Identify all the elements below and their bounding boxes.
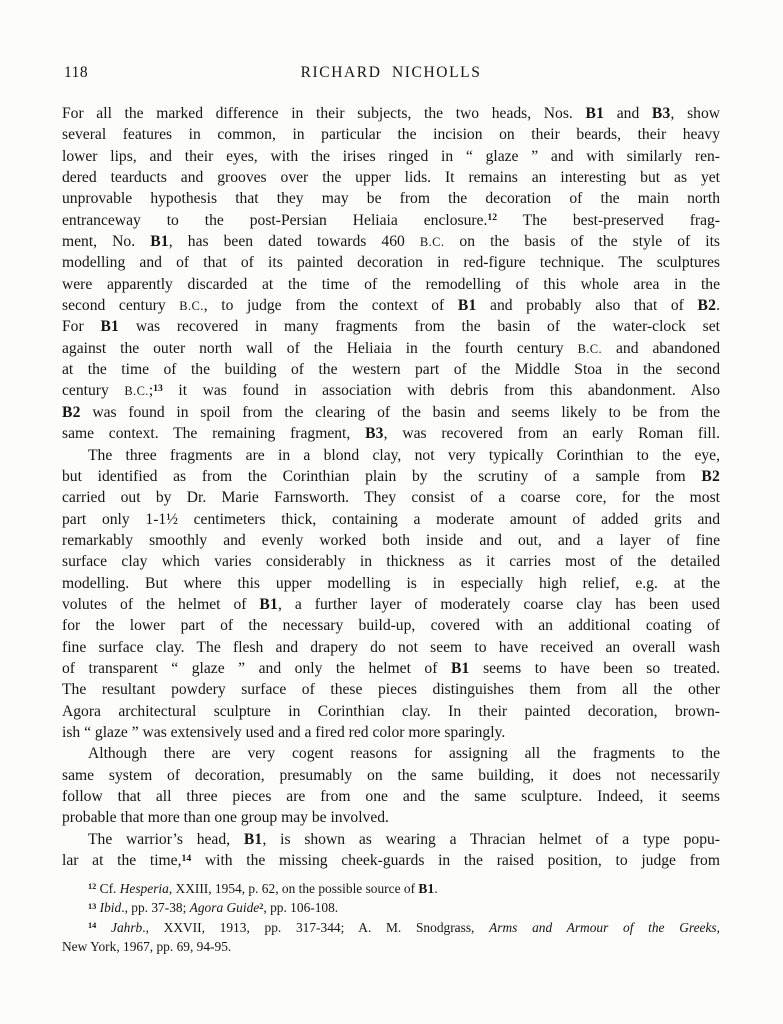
text-line — [62, 103, 720, 124]
text-line — [62, 380, 720, 401]
superscript: 13 — [88, 901, 97, 911]
text-run: ish “ glaze ” was extensively used and a fired red color more sparingly. — [62, 723, 506, 741]
bold-text: B1 — [243, 830, 263, 848]
text-run: New York, 1967, pp. 69, 94-95. — [62, 939, 232, 955]
text-line — [62, 167, 720, 188]
text-line — [62, 573, 720, 594]
italic-text: Ibid — [99, 900, 122, 916]
text-line — [62, 786, 720, 807]
text-line — [62, 252, 720, 273]
text-run: same context. The remaining fragment, — [62, 425, 366, 443]
text-run: The best-preserved frag- — [497, 211, 720, 229]
text-run: same system of decoration, presumably on the same building, it does not necessarily — [62, 766, 720, 784]
text-run: with the missing cheek-guards in the raised position, to judge from — [191, 852, 720, 870]
text-line — [62, 445, 720, 466]
text-line — [62, 551, 720, 572]
superscript: 14 — [88, 921, 97, 931]
text-run: and probably also that of — [476, 297, 698, 315]
text-line — [62, 274, 720, 295]
text-line — [62, 701, 720, 722]
text-run: Although there are very cogent reasons for assigning all the fragments to the — [88, 745, 720, 763]
small-caps-text: B.C. — [419, 235, 445, 250]
text-run: unprovable hypothesis that they may be from the decoration of the main north — [62, 190, 720, 208]
text-run: lower lips, and their eyes, with the irises ringed in “ glaze ” and with similarly ren- — [62, 147, 720, 165]
text-run: The three fragments are in a blond clay, not very typically Corinthian to the eye, — [88, 446, 720, 464]
text-line — [62, 615, 720, 636]
text-line — [62, 829, 720, 850]
text-run: at the time of the building of the western part of the Middle Stoa in the second — [62, 361, 720, 379]
text-line — [62, 594, 720, 615]
text-run: modelling. But where this upper modelling is in especially high relief, e.g. at the — [62, 574, 720, 592]
text-line — [62, 210, 720, 231]
text-line — [62, 509, 720, 530]
text-run: ment, No. — [62, 233, 151, 251]
small-caps-text: B.C. — [179, 299, 204, 314]
text-run: ., XXVII, 1913, pp. 317-344; A. M. Snodgrass, — [142, 919, 490, 935]
bold-text: B2 — [701, 467, 720, 485]
bold-text: B1 — [450, 659, 470, 677]
text-run: , was recovered from an early Roman fill. — [383, 425, 720, 443]
text-run: seems to have been so treated. — [469, 659, 720, 677]
bold-text: B2 — [62, 403, 81, 421]
text-run: The resultant powdery surface of these pieces distinguishes them from all the other — [62, 681, 720, 699]
italic-text: Agora Guide — [189, 900, 260, 916]
text-run: The warrior’s head, — [88, 830, 244, 848]
text-line — [62, 722, 720, 743]
text-run: was recovered in many fragments from the basin of the water-clock set — [119, 318, 720, 336]
text-line — [62, 487, 720, 508]
superscript: 12 — [88, 882, 97, 892]
superscript: 2 — [259, 901, 264, 911]
italic-text: Jahrb — [111, 919, 143, 935]
small-caps-text: B.C. — [124, 384, 149, 399]
italic-text: Hesperia — [119, 881, 169, 896]
text-run: ; — [148, 382, 154, 400]
bold-text: B1 — [585, 105, 605, 122]
text-run: century — [62, 382, 125, 400]
text-run: of transparent “ glaze ” and only the helmet of — [62, 659, 451, 677]
text-run: For — [62, 318, 101, 336]
text-run: it was found in association with debris from this abandonment. Also — [162, 382, 720, 400]
footnote-line — [62, 918, 720, 937]
small-caps-text: B.C. — [577, 341, 603, 356]
text-run: Cf. — [96, 881, 120, 896]
text-line — [62, 338, 720, 359]
text-run: surface clay which varies considerably in thickness as it carries most of the detailed — [62, 553, 720, 571]
bold-text: B1 — [418, 881, 435, 896]
text-run: fine surface clay. The flesh and drapery do not seem to have received an overall wash — [62, 638, 720, 656]
text-line — [62, 423, 720, 444]
text-run — [96, 920, 111, 935]
footnotes — [62, 879, 720, 957]
text-line — [62, 316, 720, 337]
bold-text: B1 — [100, 318, 120, 336]
text-run: Agora architectural sculpture in Corinthian clay. In their painted decoration, brown- — [62, 702, 720, 720]
bold-text: B3 — [365, 425, 384, 443]
text-line — [62, 359, 720, 380]
text-run: entranceway to the post-Persian Heliaia enclosure. — [62, 211, 488, 229]
text-line — [62, 402, 720, 423]
text-line — [62, 188, 720, 209]
bold-text: B1 — [150, 233, 169, 251]
text-run: , to judge from the context of — [203, 297, 458, 315]
text-run: lar at the time, — [62, 852, 182, 870]
bold-text: B2 — [697, 297, 717, 315]
text-line — [62, 530, 720, 551]
text-line — [62, 231, 720, 252]
footnote-line — [62, 937, 720, 956]
text-run: For all the marked difference in their subjects, the two heads, Nos. — [62, 105, 586, 122]
text-run: and — [604, 105, 652, 122]
text-run: , XXIII, 1954, p. 62, on the possible source of — [168, 881, 419, 896]
text-run: remarkably smoothly and evenly worked both inside and out, and a layer of fine — [62, 531, 720, 549]
text-run: , — [716, 919, 720, 935]
text-run: ., pp. 37-38; — [121, 900, 190, 916]
text-line — [62, 637, 720, 658]
text-run: second century — [62, 297, 180, 315]
text-run: , pp. 106-108. — [263, 900, 339, 916]
page-header — [62, 64, 720, 84]
text-run: on the basis of the style of its — [444, 233, 720, 251]
bold-text: B1 — [457, 297, 477, 315]
text-line — [62, 124, 720, 145]
bold-text: B3 — [651, 105, 671, 122]
text-run: , is shown as wearing a Thracian helmet of a type popu- — [262, 830, 720, 848]
text-line — [62, 850, 720, 871]
text-line — [62, 466, 720, 487]
superscript: 12 — [487, 212, 498, 224]
text-run: was found in spoil from the clearing of the basin and seems likely to be from the — [80, 403, 720, 421]
text-run: against the outer north wall of the Heliaia in the fourth century — [62, 339, 578, 357]
text-run: , show — [670, 105, 721, 122]
body-text — [62, 103, 720, 871]
text-run: modelling and of that of its painted decoration in red-figure technique. The sculptures — [62, 254, 720, 272]
footnote-line — [62, 898, 720, 917]
text-line — [62, 146, 720, 167]
text-run: . — [716, 297, 720, 315]
text-run: but identified as from the Corinthian plain by the scrutiny of a sample from — [62, 467, 702, 485]
text-line — [62, 765, 720, 786]
text-run: carried out by Dr. Marie Farnsworth. They consist of a coarse core, for the most — [62, 489, 720, 507]
text-run: probable that more than one group may be involved. — [62, 809, 389, 827]
footnote-line — [62, 879, 720, 898]
text-line — [62, 658, 720, 679]
text-run: dered tearducts and grooves over the upper lids. It remains an interesting but as yet — [62, 169, 720, 187]
text-run: and abandoned — [602, 339, 720, 357]
text-run: were apparently discarded at the time of the remodelling of this whole area in the — [62, 275, 720, 293]
text-run: , has been dated towards 460 — [168, 233, 420, 251]
text-line — [62, 679, 720, 700]
text-line — [62, 295, 720, 316]
bold-text: B1 — [259, 595, 279, 613]
text-line — [62, 743, 720, 764]
text-run: for the lower part of the necessary build-up, covered with an additional coating of — [62, 617, 720, 635]
running-head: RICHARD NICHOLLS — [300, 64, 482, 81]
text-run: part only 1-1½ centimeters thick, containing a moderate amount of added grits and — [62, 510, 720, 528]
superscript: 14 — [181, 852, 192, 864]
text-run: several features in common, in particular the incision on their beards, their heavy — [62, 126, 720, 144]
text-run: follow that all three pieces are from one and the same sculpture. Indeed, it seems — [62, 788, 720, 805]
superscript: 13 — [153, 383, 163, 395]
text-run: , a further layer of moderately coarse clay has been used — [278, 595, 720, 613]
text-run: volutes of the helmet of — [62, 595, 260, 613]
text-run: . — [434, 881, 438, 896]
page-number: 118 — [64, 64, 89, 81]
text-line — [62, 807, 720, 828]
italic-text: Arms and Armour of the Greeks — [489, 919, 717, 935]
